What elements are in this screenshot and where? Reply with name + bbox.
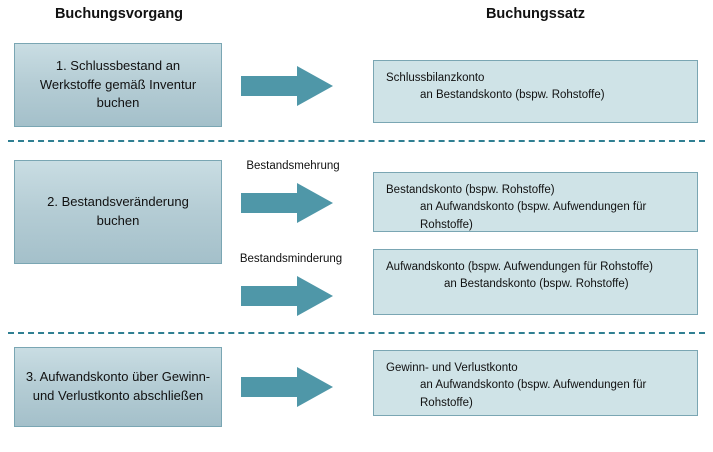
entry-line: Aufwandskonto (bspw. Aufwendungen für Rohstoffe) xyxy=(386,261,654,273)
arrow-icon-3 xyxy=(241,274,333,318)
entry-box-2a xyxy=(373,172,698,232)
entry-line: Gewinn- und Verlustkonto xyxy=(386,362,518,374)
entry-line: an Bestandskonto (bspw. Rohstoffe) xyxy=(420,89,605,102)
divider-1 xyxy=(8,140,705,142)
process-box-1: 1. Schlussbestand an Werkstoffe gemäß Inventur buchen xyxy=(14,43,222,127)
entry-line: an Aufwandskonto (bspw. Aufwendungen für Rohstoffe) xyxy=(420,379,650,409)
column-header-process: Buchungsvorgang xyxy=(54,6,184,22)
entry-line: an Bestandskonto (bspw. Rohstoffe) xyxy=(444,278,629,291)
divider-2 xyxy=(8,332,705,334)
entry-box-1 xyxy=(373,60,698,123)
entry-box-3 xyxy=(373,350,698,416)
arrow-icon-4 xyxy=(241,365,333,409)
process-box-2: 2. Bestandsveränderung buchen xyxy=(14,160,222,264)
arrow-icon-1 xyxy=(241,64,333,108)
entry-line: Schlussbilanzkonto xyxy=(386,72,485,84)
entry-line: an Aufwandskonto (bspw. Aufwendungen für Rohstoffe) xyxy=(420,201,650,231)
column-header-entry: Buchungssatz xyxy=(485,6,586,22)
entry-line: Bestandskonto (bspw. Rohstoffe) xyxy=(386,184,555,196)
arrow-label-bestandsminderung: Bestandsminderung xyxy=(239,253,343,265)
entry-box-2b xyxy=(373,249,698,315)
arrow-label-bestandsmehrung: Bestandsmehrung xyxy=(246,160,340,172)
process-box-3: 3. Aufwandskonto über Gewinn- und Verlustkonto abschließen xyxy=(14,347,222,427)
arrow-icon-2 xyxy=(241,181,333,225)
